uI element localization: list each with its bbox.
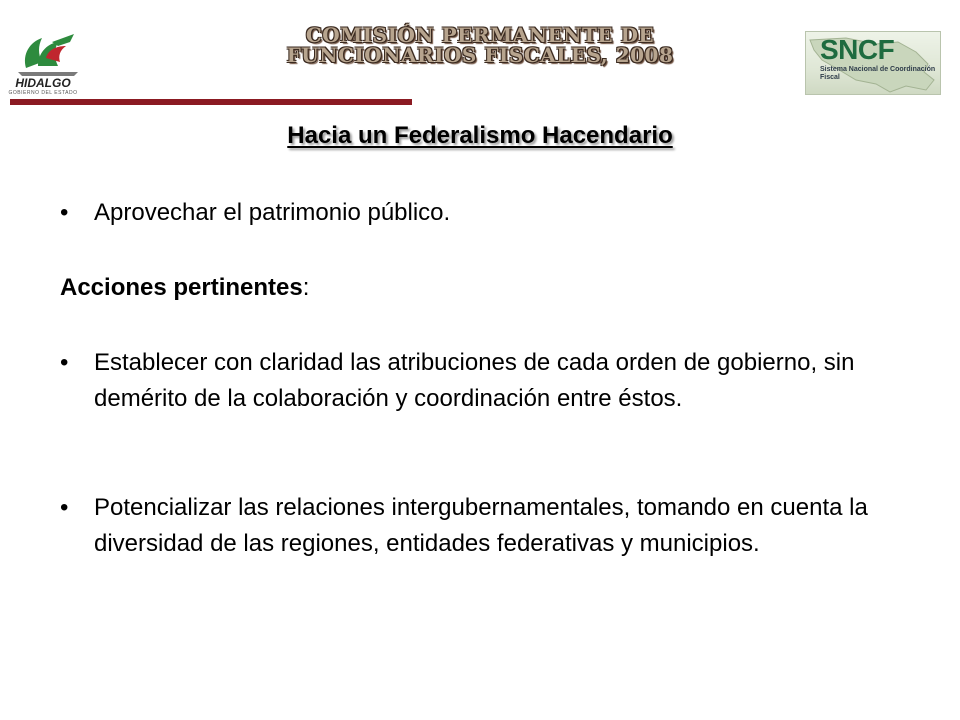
sncf-logo bbox=[805, 31, 941, 95]
section-heading bbox=[60, 270, 309, 306]
action-bullet-text: Potencializar las relaciones intergubernamentales, tomando en cuenta la diversidad de las regiones, entidades federativas y municipios. bbox=[94, 494, 868, 557]
bullet-symbol: • bbox=[60, 199, 69, 226]
sncf-logo-subtext: Sistema Nacional de Coordinación Fiscal bbox=[820, 66, 936, 81]
action-bullet-1 bbox=[60, 345, 880, 417]
header-rule bbox=[10, 99, 412, 105]
hidalgo-logo-icon bbox=[8, 28, 88, 78]
slide-title: Hacia un Federalismo Hacendario bbox=[287, 122, 673, 149]
action-bullet-text: Establecer con claridad las atribuciones de cada orden de gobierno, sin demérito de la colaboración y coordinación entre éstos. bbox=[94, 349, 855, 412]
header-title-line-2: FUNCIONARIOS FISCALES, 2008 bbox=[286, 43, 674, 67]
header-title bbox=[200, 25, 760, 65]
intro-bullet-text: Aprovechar el patrimonio público. bbox=[94, 199, 451, 226]
hidalgo-logo-subtext: GOBIERNO DEL ESTADO bbox=[8, 90, 78, 96]
sncf-logo-text: SNCF bbox=[820, 34, 895, 65]
header-title-line-1: COMISIÓN PERMANENTE DE bbox=[305, 23, 655, 47]
section-heading-text: Acciones pertinentes bbox=[60, 274, 303, 301]
bullet-symbol: • bbox=[60, 494, 69, 521]
section-heading-colon: : bbox=[302, 274, 310, 301]
intro-bullet bbox=[60, 195, 880, 231]
hidalgo-logo-text: HIDALGO bbox=[15, 76, 71, 90]
bullet-symbol: • bbox=[60, 349, 69, 376]
action-bullet-2 bbox=[60, 490, 880, 562]
